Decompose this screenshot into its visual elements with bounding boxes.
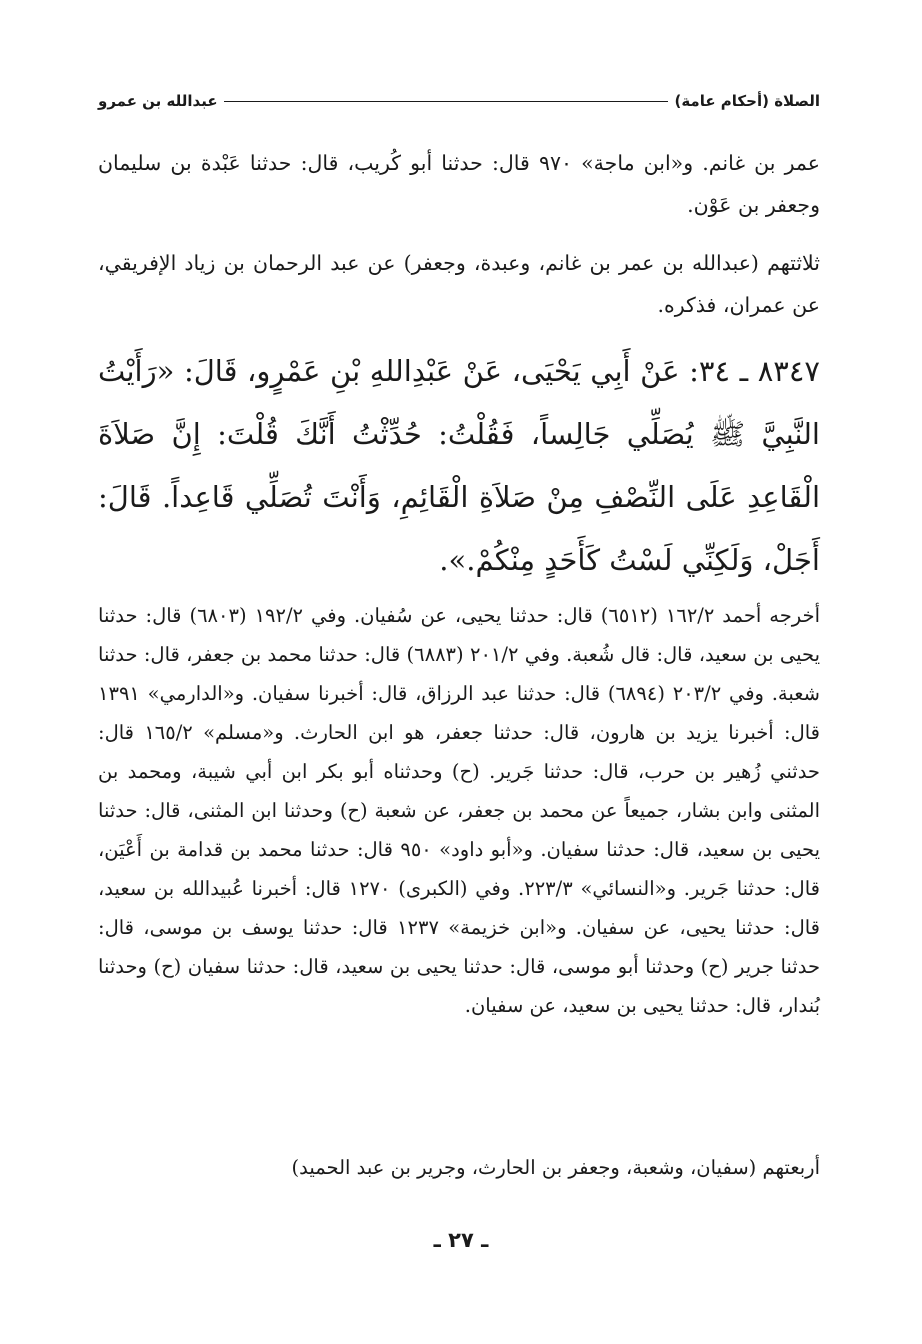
hadith-isnad: عَنْ أَبِي يَحْيَى، عَنْ عَبْدِاللهِ بْنِ عَمْرٍو، قَالَ: bbox=[183, 354, 680, 388]
takhrij-paragraph: أخرجه أحمد ١٦٢/٢ (٦٥١٢) قال: حدثنا يحيى، عن سُفيان. وفي ١٩٢/٢ (٦٨٠٣) قال: حدثنا يحيى بن سعيد، قال: قال شُعبة. وفي ٢٠١/٢ (٦٨٨٣) قال: حدثنا محمد بن جعفر، قال: حدثنا شعبة. وفي ٢٠٣/٢ (٦٨٩٤) قال: حدثنا عبد الرزاق، قال: أخبرنا سفيان. و«الدارمي» ١٣٩١ قال: أخبرنا يزيد بن هارون، قال: حدثنا جعفر، هو ابن الحارث. و«مسلم» ١٦٥/٢ قال: حدثني زُهير بن حرب، قال: حدثنا جَرير. (ح) وحدثناه أبو بكر ابن أبي شيبة، ومحمد بن المثنى وابن بشار، جميعاً عن محمد بن جعفر، عن شعبة (ح) وحدثنا ابن المثنى، قال: حدثنا يحيى بن سعيد، قال: حدثنا سفيان. و«أبو داود» ٩٥٠ قال: حدثنا محمد بن قدامة بن أَعْيَن، قال: حدثنا جَرير. و«النسائي» ٢٢٣/٣. وفي (الكبرى) ١٢٧٠ قال: أخبرنا عُبيدالله بن سعيد، قال: حدثنا يحيى، عن سفيان. و«ابن خزيمة» ١٢٣٧ قال: حدثنا يوسف بن موسى، قال: حدثنا جرير (ح) وحدثنا أبو موسى، قال: حدثنا يحيى بن سعيد، قال: حدثنا سفيان (ح) وحدثنا بُندار، قال: حدثنا يحيى بن سعيد، عن سفيان. bbox=[98, 604, 821, 1017]
paragraph-summary: ثلاثتهم (عبدالله بن عمر بن غانم، وعبدة، وجعفر) عن عبد الرحمان بن زياد الإفريقي، عن عمران، فذكره. bbox=[98, 251, 820, 317]
header-rule bbox=[224, 101, 669, 102]
paragraph-continuation: عمر بن غانم. و«ابن ماجة» ٩٧٠ قال: حدثنا أبو كُريب، قال: حدثنا عَبْدة بن سليمان وجعفر بن عَوْن. bbox=[98, 151, 821, 217]
header-chapter-title: الصلاة (أحكام عامة) bbox=[674, 92, 820, 110]
page-number: ـ ٢٧ ـ bbox=[433, 1228, 489, 1252]
header-narrator-name: عبدالله بن عمرو bbox=[98, 92, 218, 110]
hadith-matn: «رَأَيْتُ النَّبِيَّ ﷺ يُصَلِّي جَالِساً، فَقُلْتُ: حُدِّثْتُ أَنَّكَ قُلْتَ: إِنَّ صَلاَةَ الْقَاعِدِ عَلَى النِّصْفِ مِنْ صَلاَةِ الْقَائِمِ، وَأَنْتَ تُصَلِّي قَاعِداً. قَالَ: أَجَلْ، وَلَكِنِّي لَسْتُ كَأَحَدٍ مِنْكُمْ.». bbox=[98, 354, 820, 577]
hadith-number: ٨٣٤٧ ـ ٣٤: bbox=[689, 354, 821, 388]
running-header bbox=[98, 88, 820, 114]
closing-paragraph: أربعتهم (سفيان، وشعبة، وجعفر بن الحارث، وجرير بن عبد الحميد) bbox=[291, 1156, 820, 1179]
hadith-text bbox=[98, 340, 820, 592]
